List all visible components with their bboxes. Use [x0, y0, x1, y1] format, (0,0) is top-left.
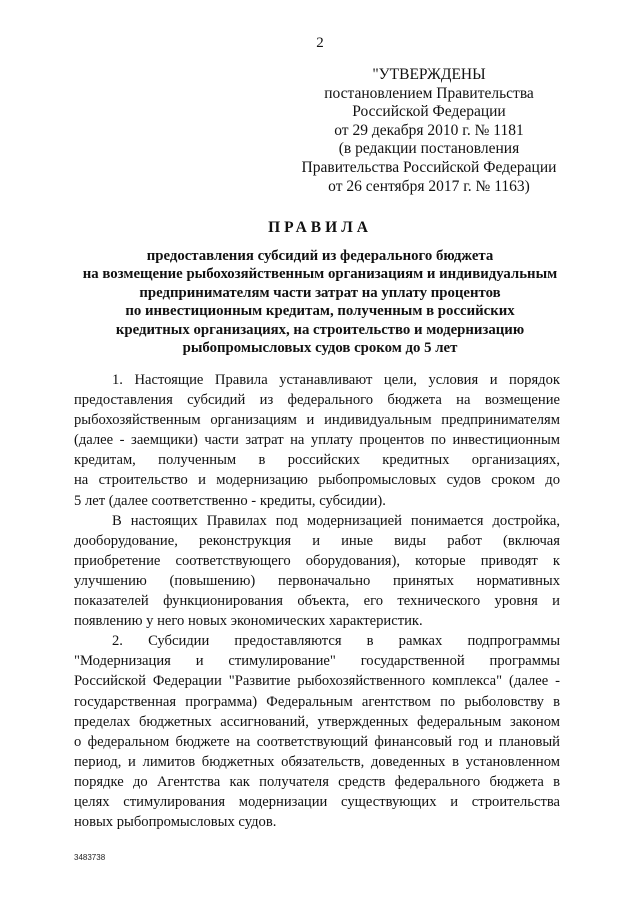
- subtitle-line: по инвестиционным кредитам, полученным в российских: [125, 303, 515, 320]
- approval-line: постановлением Правительства: [324, 84, 534, 102]
- subtitle-line: предоставления субсидий из федерального бюджета: [146, 248, 494, 264]
- body-text: [74, 370, 560, 832]
- body-line: государственная программа) Федеральным агентством по рыболовству в: [74, 693, 560, 710]
- body-line: 1. Настоящие Правила устанавливают цели, условия и порядок: [112, 372, 560, 388]
- subtitle-line: предпринимателям части затрат на уплату процентов: [139, 284, 501, 301]
- body-line: появлению у него новых экономических характеристик.: [74, 613, 423, 630]
- approval-line: Правительства Российской Федерации: [301, 158, 557, 176]
- approval-line: (в редакции постановления: [338, 140, 520, 158]
- subtitle-line: рыбопромысловых судов сроком до 5 лет: [182, 340, 458, 357]
- body-line: период, и лимитов бюджетных обязательств, доведенных в установленном: [74, 753, 560, 770]
- approval-line: от 29 декабря 2010 г. № 1181: [334, 121, 524, 139]
- body-line: 5 лет (далее соответственно - кредиты, субсидии).: [74, 492, 386, 509]
- document-title: ПРАВИЛА: [268, 219, 372, 236]
- approval-block: [300, 66, 558, 196]
- body-line: (далее - заемщики) части затрат на уплату процентов по инвестиционным: [74, 432, 560, 449]
- body-line: рыбохозяйственным организациям и индивидуальным предпринимателям: [74, 412, 560, 429]
- subtitle-line: на возмещение рыбохозяйственным организациям и индивидуальным: [82, 266, 558, 283]
- body-line: приобретение соответствующего оборудования), которые приводят к: [74, 552, 560, 569]
- body-line: 2. Субсидии предоставляются в рамках подпрограммы: [112, 633, 560, 650]
- subtitle-line: кредитных организациях, на строительство и модернизацию: [115, 321, 525, 338]
- body-line: дооборудование, реконструкция и иные виды работ (включая: [74, 532, 560, 549]
- body-line: предоставления субсидий из федерального бюджета на возмещение: [74, 392, 560, 409]
- body-line: пределах бюджетных ассигнований, утвержденных федеральным законом: [74, 713, 560, 730]
- body-line: Российской Федерации "Развитие рыбохозяйственного комплекса" (далее -: [74, 673, 560, 690]
- body-line: В настоящих Правилах под модернизацией понимается достройка,: [112, 512, 560, 529]
- approval-line: Российской Федерации: [352, 103, 506, 121]
- body-line: улучшению (повышению) первоначально принятых нормативных: [74, 572, 560, 589]
- page-number: 2: [316, 35, 324, 51]
- document-subtitle: [60, 247, 580, 357]
- body-line: показателей функционирования объекта, его технического уровня и: [74, 593, 560, 610]
- approval-line: "УТВЕРЖДЕНЫ: [372, 66, 486, 83]
- body-line: кредитам, полученным в российских кредитных организациях,: [74, 452, 560, 469]
- body-line: новых рыбопромысловых судов.: [74, 814, 277, 831]
- body-line: целях стимулирования модернизации существующих и строительства: [74, 793, 560, 810]
- approval-line: от 26 сентября 2017 г. № 1163): [328, 177, 530, 195]
- body-line: на строительство и модернизацию рыбопромысловых судов сроком до: [74, 472, 560, 489]
- body-line: порядке до Агентства как получателя средств федерального бюджета в: [74, 773, 560, 790]
- body-line: "Модернизация и стимулирование" государственной программы: [74, 653, 560, 670]
- document-code: 3483738: [74, 853, 106, 862]
- body-line: о федеральном бюджете на соответствующий финансовый год и плановый: [74, 733, 560, 750]
